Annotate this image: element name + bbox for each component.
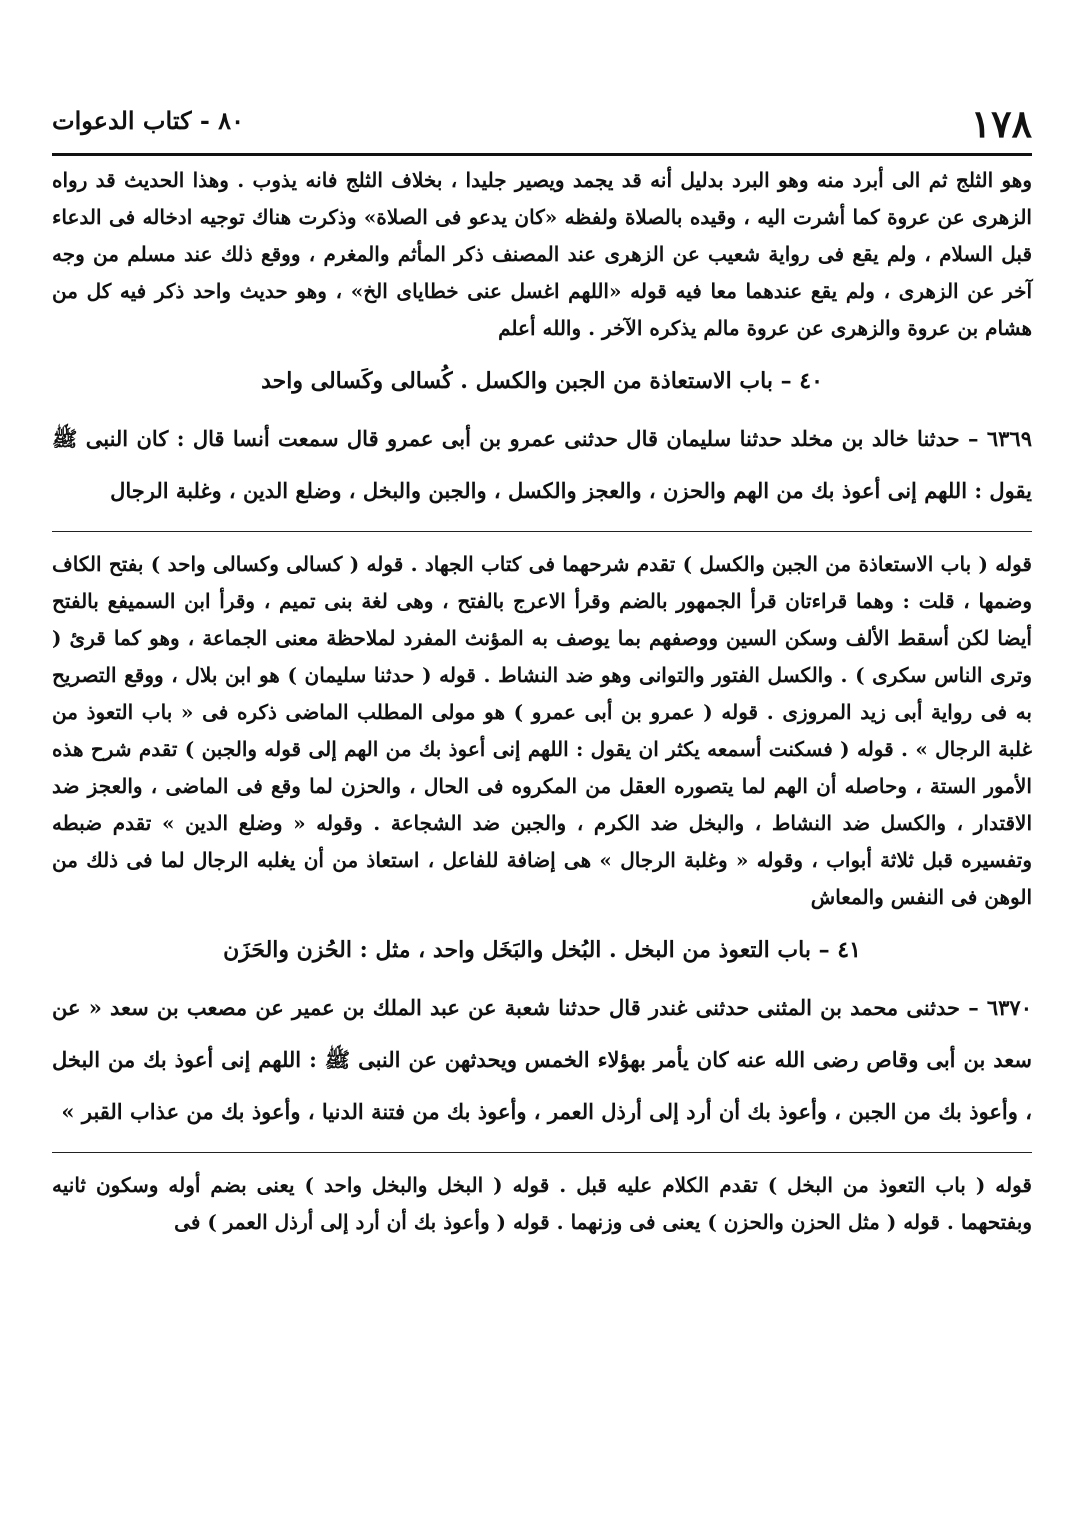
page-number: ١٧٨ [970,101,1032,146]
page-header [52,95,1032,153]
chapter-heading-41: ٤١ – باب التعوذ من البخل . البُخل والبَخَل واحد ، مثل : الحُزن والحَزَن [223,937,861,963]
header-rule [52,153,1032,156]
commentary-6369: قوله ( باب الاستعاذة من الجبن والكسل ) تقدم شرحهما فى كتاب الجهاد . قوله ( كسالى وكسالى واحد ) بفتح الكاف وضمها ، قلت : وهما قراءتان قرأ الجمهور بالضم وقرأ الاعرج بالفتح ، وهى لغة بنى تميم ، وقرأ ابن السميفع بالفتح أيضا لكن أسقط الألف وسكن السين ووصفهم بما يوصف به المؤنث المفرد لملاحظة معنى الجماعة ، وهو كما قرئ ( وترى الناس سكرى ) . والكسل الفتور والتوانى وهو ضد النشاط . قوله ( حدثنا سليمان ) هو ابن بلال ، ووقع التصريح به فى رواية أبى زيد المروزى . قوله ( عمرو بن أبى عمرو ) هو مولى المطلب الماضى ذكره فى « باب التعوذ من غلبة الرجال » . قوله ( فسكنت أسمعه يكثر ان يقول : اللهم إنى أعوذ بك من الهم إلى قوله والجبن ) تقدم شرح هذه الأمور الستة ، وحاصله أن الهم لما يتصوره العقل من المكروه فى الحال ، والحزن لما وقع فى الماضى ، والعجز ضد الاقتدار ، والكسل ضد النشاط ، والبخل ضد الكرم ، والجبن ضد الشجاعة . وقوله « وضلع الدين » تقدم ضبطه وتفسيره قبل ثلاثة أبواب ، وقوله « وغلبة الرجال » هى إضافة للفاعل ، استعاذ من أن يغلبه الرجال لما فى ذلك من الوهن فى النفس والمعاش [52,552,1032,909]
commentary-6370: قوله ( باب التعوذ من البخل ) تقدم الكلام عليه قبل . قوله ( البخل والبخل واحد ) يعنى بضم أوله وسكون ثانيه وبفتحهما . قوله ( مثل الحزن والحزن ) يعنى فى وزنهما . قوله ( وأعوذ بك أن أرد إلى أرذل العمر ) فى [52,1173,1032,1234]
section-divider [52,531,1032,532]
running-head: ٨٠ - كتاب الدعوات [52,106,244,135]
book-page [52,95,1032,1495]
hadith-6369: ٦٣٦٩ – حدثنا خالد بن مخلد حدثنا سليمان قال حدثنى عمرو بن أبى عمرو قال سمعت أنسا قال : كان النبى ﷺ يقول : اللهم إنى أعوذ بك من الهم والحزن ، والعجز والكسل ، والجبن والبخل ، وضلع الدين ، وغلبة الرجال [52,426,1032,503]
hadith-6370: ٦٣٧٠ – حدثنى محمد بن المثنى حدثنى غندر قال حدثنا شعبة عن عبد الملك بن عمير عن مصعب بن سعد « عن سعد بن أبى وقاص رضى الله عنه كان يأمر بهؤلاء الخمس ويحدثهن عن النبى ﷺ : اللهم إنى أعوذ بك من البخل ، وأعوذ بك من الجبن ، وأعوذ بك أن أرد إلى أرذل العمر ، وأعوذ بك من فتنة الدنيا ، وأعوذ بك من عذاب القبر » [52,995,1032,1124]
commentary-paragraph-continued: وهو الثلج ثم الى أبرد منه وهو البرد بدليل أنه قد يجمد ويصير جليدا ، بخلاف الثلج فانه يذوب . وهذا الحديث قد رواه الزهرى عن عروة كما أشرت اليه ، وقيده بالصلاة ولفظه «كان يدعو فى الصلاة» وذكرت هناك توجيه ادخاله فى الدعاء قبل السلام ، ولم يقع فى رواية شعيب عن الزهرى عند المصنف ذكر المأثم والمغرم ، ووقع ذلك عند مسلم من وجه آخر عن الزهرى ، ولم يقع عندهما معا فيه قوله «اللهم اغسل عنى خطاياى الخ» ، وهو حديث واحد ذكر فيه كل من هشام بن عروة والزهرى عن عروة مالم يذكره الآخر . والله أعلم [52,168,1032,340]
chapter-heading-40: ٤٠ – باب الاستعاذة من الجبن والكسل . كُسالى وكَسالى واحد [261,368,823,394]
section-divider-2 [52,1152,1032,1153]
